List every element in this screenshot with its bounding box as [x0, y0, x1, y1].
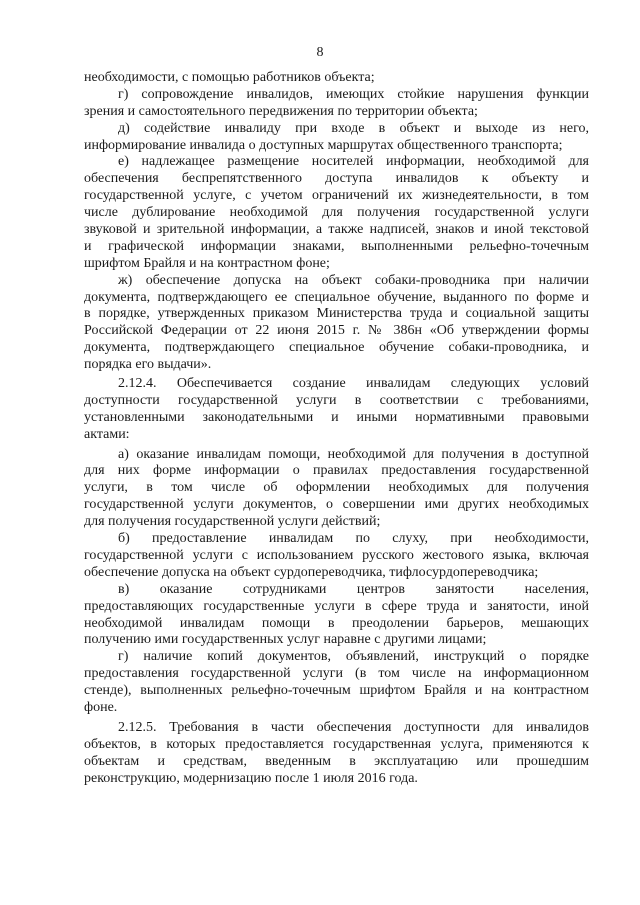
text-line: в порядке, утвержденных приказом Министерства труда и социальной защиты [84, 306, 589, 322]
text-line: Российской Федерации от 22 июня 2015 г. № 386н «Об утверждении формы [84, 323, 589, 339]
text-line: е) надлежащее размещение носителей информации, необходимой для [118, 154, 589, 170]
text-line: и графической информации знаками, выполненными рельефно-точечным [84, 238, 589, 254]
text-line: шрифтом Брайля и на контрастном фоне; [84, 255, 330, 271]
text-line: государственной услуге, с учетом ограничений их жизнедеятельности, в том [84, 188, 589, 204]
text-line: документа, подтверждающего специальное обучение собаки-проводника, и [84, 340, 589, 356]
text-line: в) оказание сотрудниками центров занятости населения, [118, 581, 589, 597]
text-line: фоне. [84, 699, 118, 715]
text-line: г) сопровождение инвалидов, имеющих стойкие нарушения функции [118, 86, 589, 102]
text-line: зрения и самостоятельного передвижения по территории объекта; [84, 103, 478, 119]
text-line: получению ими государственных услуг наравне с другими лицами; [84, 632, 487, 648]
text-line: услуги, в том числе об оформлении необходимых для получения [84, 480, 589, 496]
text-line: 2.12.5. Требования в части обеспечения доступности для инвалидов [118, 719, 589, 735]
text-line: 2.12.4. Обеспечивается создание инвалидам следующих условий [118, 376, 589, 392]
text-line: обеспечение допуска на объект сурдопереводчика, тифлосурдопереводчика; [84, 564, 539, 580]
text-line: предоставляющих государственные услуги в сфере труда и занятости, иной [84, 598, 589, 614]
text-line: порядка его выдачи». [84, 357, 212, 373]
text-line: предоставления государственной услуги (в том числе на информационном [84, 666, 589, 682]
text-line: числе дублирование необходимой для получения государственной услуги [84, 205, 589, 221]
text-line: для получения государственной услуги действий; [84, 514, 381, 530]
text-line: документа, подтверждающего ее специальное обучение, выданного по форме и [84, 289, 589, 305]
text-line: необходимости, с помощью работников объекта; [84, 70, 375, 85]
text-line: обеспечения беспрепятственного доступа инвалидов к объекту и [84, 171, 589, 187]
text-line: ж) обеспечение допуска на объект собаки-проводника при наличии [118, 272, 589, 288]
text-line: г) наличие копий документов, объявлений, инструкций о порядке [118, 649, 589, 665]
text-line: доступности государственной услуги в соответствии с требованиями, [84, 392, 589, 408]
text-line: для них форме информации о правилах предоставления государственной [84, 463, 589, 479]
text-line: стенде), выполненных рельефно-точечным шрифтом Брайля и на контрастном [84, 683, 589, 699]
text-line: объектов, в которых предоставляется государственная услуга, применяются к [84, 736, 589, 752]
text-line: объектам и средствам, введенным в эксплуатацию или прошедшим [84, 753, 589, 769]
text-line: а) оказание инвалидам помощи, необходимой для получения в доступной [118, 446, 589, 462]
page-number: 8 [316, 45, 324, 60]
document-body [84, 70, 589, 787]
text-line: государственной услуги документов, о совершении ими других необходимых [84, 497, 589, 513]
text-line: информирование инвалида о доступных маршрутах общественного транспорта; [84, 137, 563, 153]
text-line: установленными законодательными и иными нормативными правовыми [84, 409, 589, 425]
text-line: реконструкцию, модернизацию после 1 июля 2016 года. [84, 770, 418, 786]
text-line: б) предоставление инвалидам по слуху, при необходимости, [118, 531, 589, 547]
text-line: необходимой инвалидам помощи в преодолении барьеров, мешающих [84, 615, 589, 631]
text-line: государственной услуги с использованием русского жестового языка, включая [84, 547, 589, 563]
text-line: актами: [84, 426, 130, 442]
text-line: д) содействие инвалиду при входе в объект и выходе из него, [118, 120, 589, 136]
text-line: звуковой и зрительной информации, а также надписей, знаков и иной текстовой [84, 222, 589, 238]
